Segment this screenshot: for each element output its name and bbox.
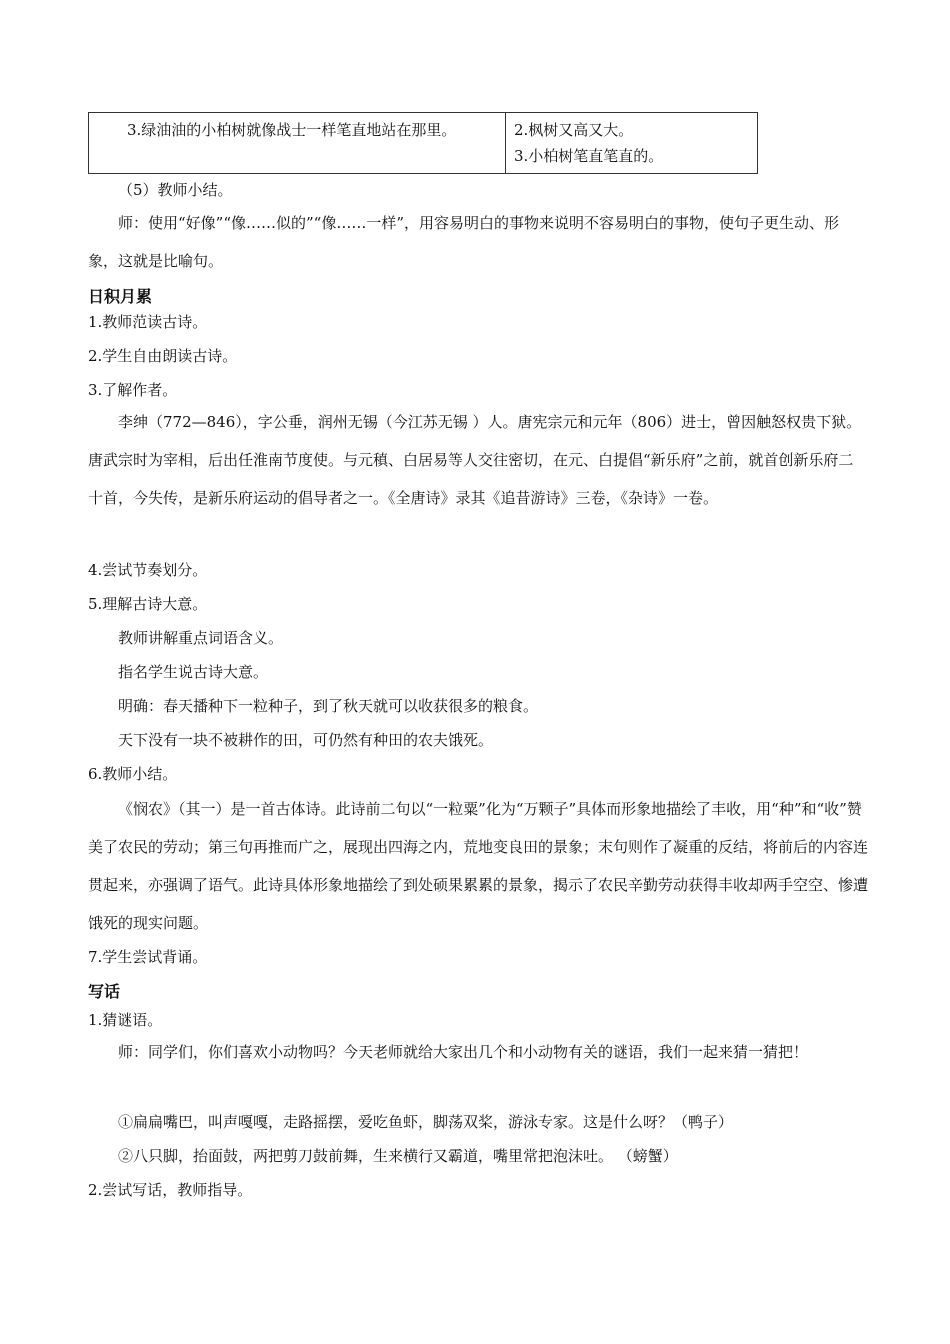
table-cell-line: 2.枫树又高又大。 bbox=[514, 121, 634, 139]
list-item: 2.尝试写话，教师指导。 bbox=[88, 1181, 253, 1199]
sub-item: 教师讲解重点词语含义。 bbox=[118, 629, 284, 647]
poem-summary: 《悯农》（其一）是一首古体诗。此诗前二句以“一粒粟”化为“万颗子”具体而形象地描绘了丰收，用“种”和“收”赞美了农民的劳动；第三句再推而广之，展现出四海之内，荒地变良田的景象；末句则作了凝重的反结，将前后的内容连贯起来，亦强调了语气。此诗具体形象地描绘了到处硕果累累的景象，揭示了农民辛勤劳动获得丰收却两手空空、惨遭饿死的现实问题。 bbox=[88, 800, 869, 932]
list-item: 1.猜谜语。 bbox=[88, 1011, 163, 1029]
sub-item: 明确：春天播种下一粒种子，到了秋天就可以收获很多的粮食。 bbox=[118, 697, 539, 715]
riddle-intro: 师：同学们，你们喜欢小动物吗？今天老师就给大家出几个和小动物有关的谜语，我们一起来猜一猜把！ bbox=[118, 1043, 809, 1061]
list-item: 2.学生自由朗读古诗。 bbox=[88, 347, 238, 365]
sub-item: 天下没有一块不被耕作的田，可仍然有种田的农夫饿死。 bbox=[118, 731, 494, 749]
author-bio: 李绅（772—846），字公垂，润州无锡（今江苏无锡 ）人。唐宪宗元和元年（806）进士，曾因触怒权贵下狱。唐武宗时为宰相，后出任淮南节度使。与元稹、白居易等人交往密切，在元、白提倡“新乐府”之前，就首创新乐府二十首，今失传，是新乐府运动的倡导者之一。《全唐诗》录其《追昔游诗》三卷，《杂诗》一卷。 bbox=[88, 413, 862, 507]
sub-item: 指名学生说古诗大意。 bbox=[118, 663, 269, 681]
comparison-table bbox=[88, 112, 758, 174]
table-row bbox=[89, 113, 758, 174]
summary-step: （5）教师小结。 bbox=[118, 181, 233, 199]
section-title-xiehua: 写话 bbox=[88, 982, 121, 1001]
table-cell-right bbox=[506, 113, 758, 174]
list-item: 7.学生尝试背诵。 bbox=[88, 948, 208, 966]
section-title-riji-yuelei: 日积月累 bbox=[88, 287, 153, 306]
table-cell-left: 3.绿油油的小柏树就像战士一样笔直地站在那里。 bbox=[89, 113, 506, 174]
table-cell-line: 3.小柏树笔直笔直的。 bbox=[514, 147, 664, 165]
riddle-item: ①扁扁嘴巴，叫声嘎嘎，走路摇摆，爱吃鱼虾，脚荡双桨，游泳专家。这是什么呀？（鸭子） bbox=[118, 1113, 734, 1131]
list-item: 3.了解作者。 bbox=[88, 381, 178, 399]
summary-teacher-text: 师：使用“好像”“像……似的”“像……一样”，用容易明白的事物来说明不容易明白的事物，使句子更生动、形象，这就是比喻句。 bbox=[88, 214, 840, 270]
list-item: 6.教师小结。 bbox=[88, 765, 178, 783]
list-item: 4.尝试节奏划分。 bbox=[88, 561, 208, 579]
list-item: 5.理解古诗大意。 bbox=[88, 595, 208, 613]
riddle-item: ②八只脚，抬面鼓，两把剪刀鼓前舞，生来横行又霸道，嘴里常把泡沫吐。 （螃蟹） bbox=[118, 1147, 678, 1165]
list-item: 1.教师范读古诗。 bbox=[88, 313, 208, 331]
